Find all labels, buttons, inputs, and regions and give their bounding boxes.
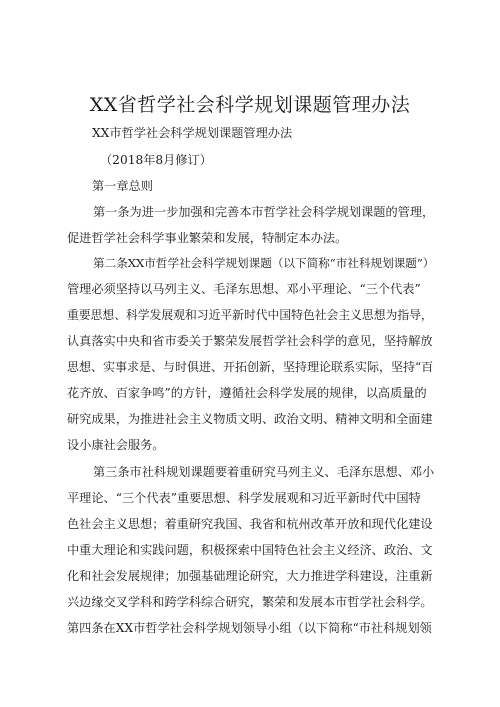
document-subtitle: XX市哲学社会科学规划课题管理办法 xyxy=(92,126,293,140)
document-title: XX省哲学社会科学规划课题管理办法 xyxy=(89,94,411,116)
article-line: 促进哲学社会科学事业繁荣和发展，特制定本办法。 xyxy=(67,231,348,245)
article-line: 重要思想、科学发展观和习近平新时代中国特色社会主义思想为指导， xyxy=(67,308,433,322)
article-line: 第三条市社科规划课题要着重研究马列主义、毛泽东思想、邓小 xyxy=(93,465,435,479)
article-line: 研究成果，为推进社会主义物质文明、政治文明、精神文明和全面建 xyxy=(67,412,433,426)
revision-date: （2018年8月修订） xyxy=(100,153,212,167)
article-line: 管理必须坚持以马列主义、毛泽东思想、邓小平理论、“三个代表” xyxy=(67,282,421,296)
article-line: 第一条为进一步加强和完善本市哲学社会科学规划课题的管理， xyxy=(93,205,435,219)
article-line: 色社会主义思想；着重研究我国、我省和杭州改革开放和现代化建设 xyxy=(67,517,433,531)
article-line: 平理论、“三个代表”重要思想、科学发展观和习近平新时代中国特 xyxy=(67,491,421,505)
article-line: 中重大理论和实践问题，积极探索中国特色社会主义经济、政治、文 xyxy=(67,543,433,557)
article-line: 化和社会发展规律；加强基础理论研究，大力推进学科建设，注重新 xyxy=(67,569,433,583)
article-line: 第二条XX市哲学社会科学规划课题（以下简称“市社科规划课题”） xyxy=(93,256,435,270)
chapter-heading: 第一章总则 xyxy=(92,179,153,193)
article-line: 第四条在XX市哲学社会科学规划领导小组（以下简称“市社科规划领 xyxy=(67,621,432,635)
article-line: 认真落实中央和省市委关于繁荣发展哲学社会科学的意见，坚持解放 xyxy=(67,334,433,348)
article-line: 花齐放、百家争鸣”的方针，遵循社会科学发展的规律，以高质量的 xyxy=(67,386,427,400)
article-line: 兴边缘交叉学科和跨学科综合研究，繁荣和发展本市哲学社会科学。 xyxy=(67,595,433,609)
article-line: 思想、实事求是、与时俱进、开拓创新，坚持理论联系实际，坚持“百 xyxy=(67,360,434,374)
article-line: 设小康社会服务。 xyxy=(67,438,165,452)
